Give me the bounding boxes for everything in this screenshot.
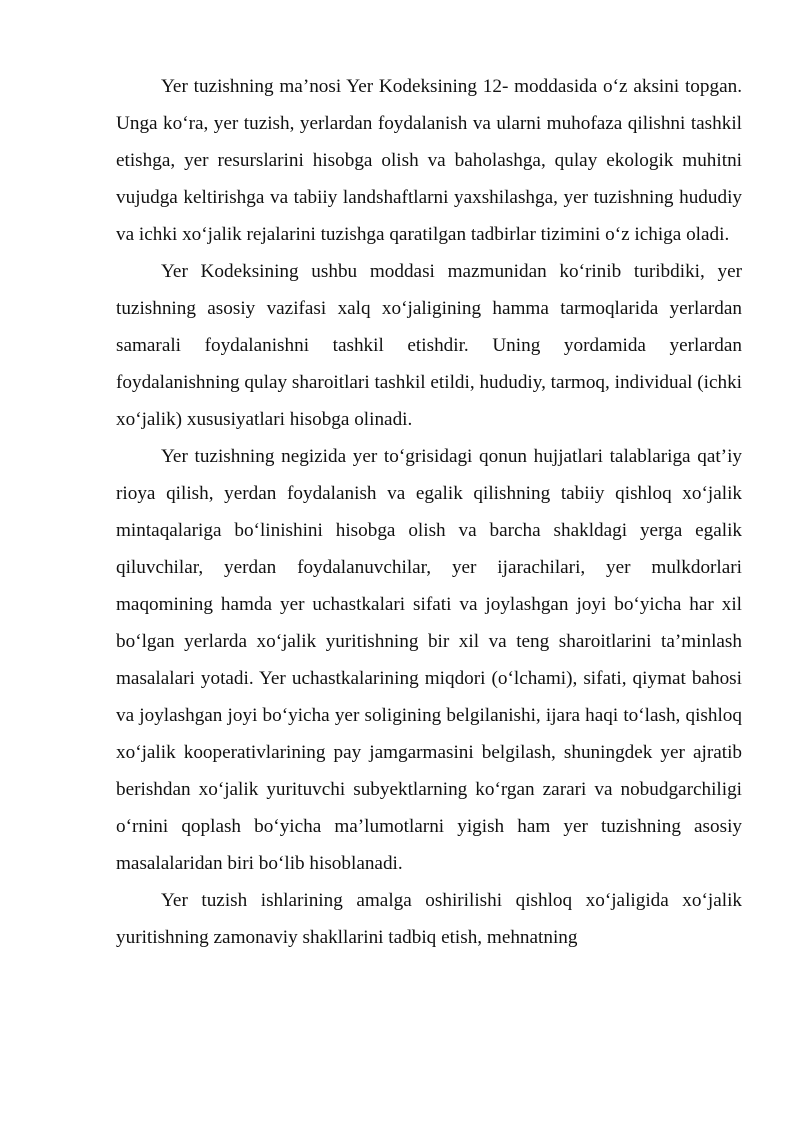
paragraph-1: Yer tuzishning ma’nosi Yer Kodeksining 12- moddasida o‘z aksini topgan. Unga ko‘ra, yer tuzish, yerlardan foydalanish va ularni muhofaza qilishni tashkil etishga, yer resurslarini hisobga olish va baholashga, qulay ekologik muhitni vujudga keltirishga va tabiiy landshaftlarni yaxshilashga, yer tuzishning hududiy va ichki xo‘jalik rejalarini tuzishga qaratilgan tadbirlar tizimini o‘z ichiga oladi.: [116, 76, 742, 245]
document-page: [116, 68, 742, 956]
paragraph-4: Yer tuzish ishlarining amalga oshirilishi qishloq xo‘jaligida xo‘jalik yuritishning zamonaviy shakllarini tadbiq etish, mehnatning: [116, 890, 742, 948]
paragraph-2: Yer Kodeksining ushbu moddasi mazmunidan ko‘rinib turibdiki, yer tuzishning asosiy vazifasi xalq xo‘jaligining hamma tarmoqlarida yerlardan samarali foydalanishni tashkil etishdir. Uning yordamida yerlardan foydalanishning qulay sharoitlari tashkil etildi, hududiy, tarmoq, individual (ichki xo‘jalik) xususiyatlari hisobga olinadi.: [116, 261, 742, 430]
paragraph-3: Yer tuzishning negizida yer to‘grisidagi qonun hujjatlari talablariga qat’iy rioya qilish, yerdan foydalanish va egalik qilishning tabiiy qishloq xo‘jalik mintaqalariga bo‘linishini hisobga olish va barcha shakldagi yerga egalik qiluvchilar, yerdan foydalanuvchilar, yer ijarachilari, yer mulkdorlari maqomining hamda yer uchastkalari sifati va joylashgan joyi bo‘yicha har xil bo‘lgan yerlarda xo‘jalik yuritishning bir xil va teng sharoitlarini ta’minlash masalalari yotadi. Yer uchastkalarining miqdori (o‘lchami), sifati, qiymat bahosi va joylashgan joyi bo‘yicha yer soligining belgilanishi, ijara haqi to‘lash, qishloq xo‘jalik kooperativlarining pay jamgarmasini belgilash, shuningdek yer ajratib berishdan xo‘jalik yurituvchi subyektlarning ko‘rgan zarari va nobudgarchiligi o‘rnini qoplash bo‘yicha ma’lumotlarni yigish ham yer tuzishning asosiy masalalaridan biri bo‘lib hisoblanadi.: [116, 446, 742, 874]
